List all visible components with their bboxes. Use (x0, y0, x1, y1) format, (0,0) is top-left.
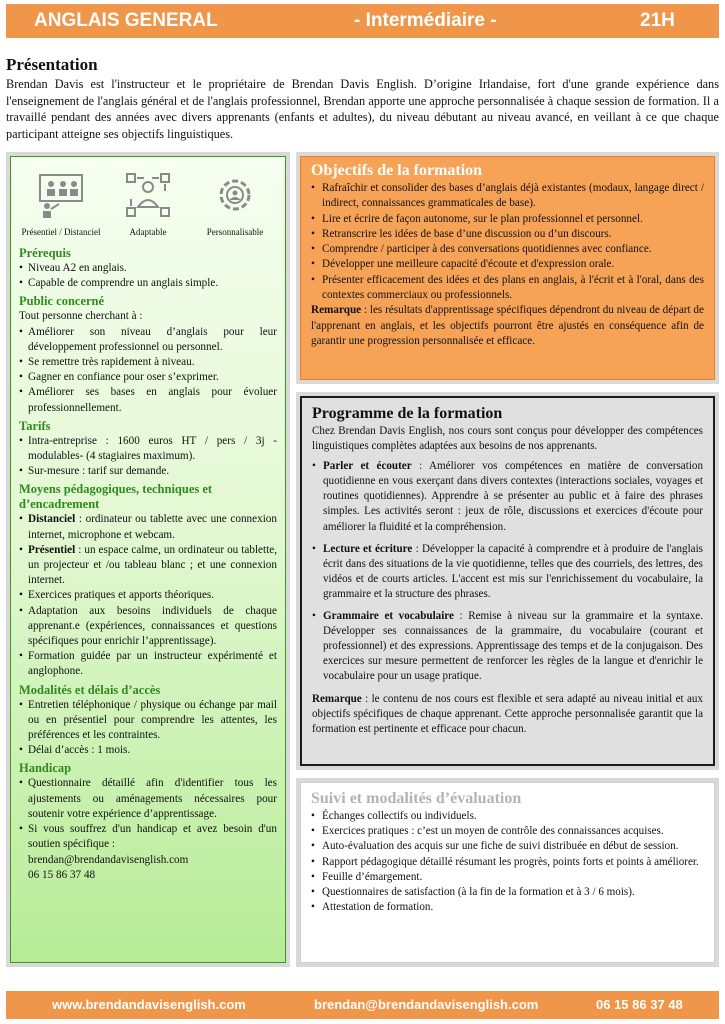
list-item: • Sur-mesure : tarif sur demande. (19, 464, 277, 479)
remark-label: Remarque (311, 304, 362, 317)
list-item: • Exercices pratiques : c’est un moyen de contrôle des connaissances acquises. (311, 824, 704, 839)
evaluation-heading: Suivi et modalités d’évaluation (311, 790, 522, 807)
presentation-section (6, 55, 719, 142)
list-item: • Rapport pédagogique détaillé résumant les progrès, points forts et points à améliorer. (311, 855, 704, 870)
presentiel-distanciel-icon (37, 171, 85, 219)
programme-remark (312, 692, 703, 737)
list-item: • Questionnaires de satisfaction (à la fin de la formation et à 3 / 6 mois). (311, 885, 704, 900)
list-item: • Attestation de formation. (311, 900, 704, 915)
list-item-bold: Présentiel (28, 543, 76, 556)
feature-personnalisable-label: Personnalisable (206, 227, 264, 237)
objectives-remark (311, 303, 704, 349)
programme-panel (300, 396, 715, 766)
list-item-text: : ordinateur ou tablette avec une connexion internet, microphone et webcam. (28, 513, 277, 541)
list-item: • Lire et écrire de façon autonome, sur le plan professionnel et personnel. (311, 212, 704, 227)
feature-personnalisable (195, 163, 275, 243)
remark-text: : le contenu de nos cours est flexible et sera adapté au niveau initial et aux objectifs spécifiques de chaque apprenant. Cette approche personnalisée garantit que la formation est pertinente et efficace pour chacun. (312, 692, 703, 735)
list-item (312, 459, 703, 534)
list-item: • Améliorer son niveau d’anglais pour leur développement professionnel ou personnel. (19, 325, 277, 355)
remark-text: : les résultats d'apprentissage spécifiques dépendront du niveau de départ de l'apprenant en anglais, et les objectifs pourront être ajustés en conséquence afin de garantir une progression personnalisée et efficace. (311, 304, 704, 347)
list-item: • Auto-évaluation des acquis sur une fiche de suivi distribuée en début de session. (311, 839, 704, 854)
list-item: • Comprendre / participer à des conversations quotidiennes avec confiance. (311, 242, 704, 257)
public-intro: Tout personne cherchant à : (19, 310, 143, 323)
prerequis-list (19, 261, 277, 291)
evaluation-list (311, 809, 704, 915)
remark-label: Remarque (312, 692, 362, 705)
list-item: • Niveau A2 en anglais. (19, 261, 277, 276)
list-item-bold: Distanciel (28, 513, 76, 526)
moyens-list (19, 512, 277, 679)
evaluation-panel-shadow (296, 778, 719, 967)
course-level: - Intermédiaire - (354, 10, 497, 31)
list-item (19, 543, 277, 589)
feature-presentiel (21, 163, 101, 243)
list-item-bold: Parler et écouter (323, 460, 412, 473)
list-item: • Rafraîchir et consolider des bases d’anglais déjà existantes (modaux, langage direct / indirect, connaissances grammaticales de base). (311, 181, 704, 212)
list-item: • Retranscrire les idées de base d’une discussion ou d’un discours. (311, 227, 704, 242)
public-heading: Public concerné (19, 294, 105, 309)
list-item: • Exercices pratiques et apports théoriques. (19, 588, 277, 603)
phone-number: 06 15 86 37 48 (596, 997, 683, 1012)
personnalisable-icon (211, 171, 259, 219)
programme-list (312, 459, 703, 684)
list-item: • Adaptation aux besoins individuels de chaque apprenant.e (expériences, connaissances et questions spécifiques pour enrichir l’apprentissage). (19, 604, 277, 650)
list-item: • Se remettre très rapidement à niveau. (19, 355, 277, 370)
feature-presentiel-label: Présentiel / Distanciel (21, 227, 101, 237)
objectives-panel-shadow (296, 152, 719, 384)
website-link[interactable]: www.brendandavisenglish.com (52, 997, 246, 1012)
adaptable-icon (124, 171, 172, 219)
programme-intro: Chez Brendan Davis English, nos cours sont conçus pour développer des compétences linguistiques complètes adaptées aux besoins de nos apprenants. (312, 425, 703, 453)
list-item (312, 542, 703, 602)
info-panel-shadow (6, 152, 290, 967)
list-item-bold: Grammaire et vocabulaire (323, 610, 454, 623)
modalites-list (19, 698, 277, 759)
feature-icons (19, 163, 277, 243)
feature-adaptable (108, 163, 188, 243)
moyens-heading: Moyens pédagogiques, techniques et d’encadrement (19, 482, 213, 512)
objectives-heading: Objectifs de la formation (311, 162, 483, 179)
list-item-text: : Améliorer vos compétences en matière de conversation quotidienne en vous exerçant dans divers contextes (interactions sociales, voyages et routines quotidiennes). Apprendre à se présenter au public et à faire des phrases simples. Les activités seront : jeux de rôle, discussions et exercices d'écoute pour améliorer la fluidité et la compréhension. (323, 460, 703, 533)
tarifs-list (19, 434, 277, 480)
objectives-list (311, 181, 704, 303)
list-item: • Délai d’accès : 1 mois. (19, 743, 277, 758)
list-item: • Feuille d’émargement. (311, 870, 704, 885)
course-title: ANGLAIS GENERAL (34, 10, 218, 31)
prerequis-heading: Prérequis (19, 246, 71, 260)
evaluation-panel (300, 782, 715, 963)
list-item-text: : un espace calme, un ordinateur ou tablette, un projecteur et /ou tableau blanc ; et une connexion internet. (28, 543, 277, 587)
programme-panel-shadow (296, 392, 719, 770)
feature-adaptable-label: Adaptable (129, 227, 167, 237)
info-panel (10, 156, 286, 963)
handicap-phone: 06 15 86 37 48 (28, 868, 96, 881)
tarifs-heading: Tarifs (19, 418, 51, 433)
objectives-panel (300, 156, 715, 380)
modalites-heading: Modalités et délais d’accès (19, 682, 161, 697)
public-list (19, 325, 277, 416)
course-duration: 21H (640, 10, 675, 31)
list-item: • Gagner en confiance pour oser s’exprimer. (19, 370, 277, 385)
handicap-list (19, 776, 277, 882)
programme-heading: Programme de la formation (312, 405, 503, 422)
list-item: • Présenter efficacement des idées et des plans en anglais, à l'écrit et à l'oral, dans des contextes commerciaux ou professionnels. (311, 273, 704, 304)
presentation-heading: Présentation (6, 55, 98, 74)
list-item: • Échanges collectifs ou individuels. (311, 809, 704, 824)
list-item: • Améliorer ses bases en anglais pour évoluer professionnellement. (19, 385, 277, 415)
footer-bar (6, 991, 719, 1019)
list-item: • Intra-entreprise : 1600 euros HT / pers / 3j -modulables- (4 stagiaires maximum). (19, 434, 277, 464)
list-item (19, 512, 277, 542)
list-item: • Développer une meilleure capacité d'écoute et d'expression orale. (311, 257, 704, 272)
list-item: • Si vous souffrez d'un handicap et avez besoin d'un soutien spécifique : (19, 822, 277, 852)
email-link[interactable]: brendan@brendandavisenglish.com (314, 997, 539, 1012)
list-item: • Questionnaire détaillé afin d'identifier tous les ajustements ou aménagements nécessaires pour soutenir votre expérience d’apprentissage. (19, 776, 277, 822)
list-item: • Entretien téléphonique / physique ou échange par mail ou en présentiel pour comprendre les attentes, les préférences et les contraintes. (19, 698, 277, 744)
list-item-text: : Remise à niveau sur la grammaire et la syntaxe. Développer ses connaissances de la grammaire, du vocabulaire (courant et professionnel) et des expressions. Apprentissage des temps et de la conjugaison. Des exercices sur mesure permettent de renforcer les règles de la langue et d'enrichir le vocabulaire pour un usage pratique. (323, 610, 704, 683)
list-item: • Formation guidée par un instructeur expérimenté et anglophone. (19, 649, 277, 679)
presentation-text: Brendan Davis est l'instructeur et le propriétaire de Brendan Davis English. D’origine Irlandaise, fort d'une grande expérience dans l'enseignement de l'anglais général et de l'anglais professionnel, Brendan apporte une approche personnalisée à chaque session de formation. Il a travaillé pendant des années avec divers apprenants (enfants et adultes), du niveau débutant au niveau avancé, en veillant à ce que chaque participant atteigne ses objectifs linguistiques. (6, 77, 719, 141)
handicap-email-link[interactable]: brendan@brendandavisenglish.com (28, 853, 189, 866)
list-item (312, 609, 703, 684)
list-item-bold: Lecture et écriture (323, 542, 413, 555)
list-item-text: : Développer la capacité à comprendre et à produire de l'anglais écrit dans des situations de la vie quotidienne, telles que des courriels, des lettres, des vidéos et de courts articles. L'accent est mis sur l'enrichissement du vocabulaire, la grammaire et la structure des phrases. (323, 542, 703, 600)
list-item: • Capable de comprendre un anglais simple. (19, 276, 277, 291)
header-bar (6, 4, 719, 38)
handicap-heading: Handicap (19, 761, 72, 776)
